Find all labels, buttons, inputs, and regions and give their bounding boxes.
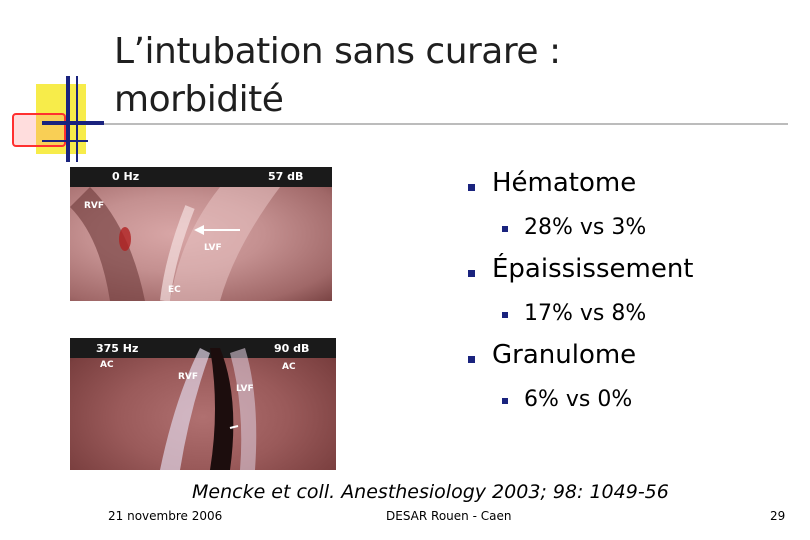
title-line-2: morbidité	[114, 79, 284, 120]
logo-vertical-bar-thin	[76, 76, 78, 162]
citation: Mencke et coll. Anesthesiology 2003; 98: 1049-56	[192, 481, 669, 503]
logo-horizontal-bar	[42, 121, 104, 125]
title-line-1: L’intubation sans curare :	[114, 31, 561, 72]
sub-bullet-marker-1	[502, 226, 508, 232]
sub-bullet-marker-2	[502, 312, 508, 318]
sub-bullet-marker-3	[502, 398, 508, 404]
freq-label-2: 375 Hz	[96, 342, 139, 355]
image1-label-ec: EC	[168, 285, 181, 295]
freq-label-1: 0 Hz	[112, 170, 140, 183]
laryngoscopy-image-2	[70, 338, 336, 470]
vocal-fold-illustration-2	[70, 338, 336, 470]
bullet-marker-3	[468, 356, 475, 363]
logo-horizontal-bar-thin	[42, 140, 88, 142]
image2-label-rvf: RVF	[178, 372, 199, 382]
bullet-epaississement: Épaississement	[492, 254, 694, 284]
footer-page-number: 29	[770, 509, 786, 523]
sub-bullet-hematome: 28% vs 3%	[524, 215, 647, 240]
slide-title	[114, 28, 754, 124]
bullet-marker-1	[468, 184, 475, 191]
bullet-granulome: Granulome	[492, 340, 637, 370]
image1-label-rvf: RVF	[84, 201, 105, 211]
footer-date: 21 novembre 2006	[108, 509, 223, 523]
image2-label-ac-left: AC	[100, 360, 114, 370]
sub-bullet-epaississement: 17% vs 8%	[524, 301, 647, 326]
laryngoscopy-image-1	[70, 167, 332, 301]
bullet-hematome: Hématome	[492, 168, 637, 198]
image1-label-lvf: LVF	[204, 243, 222, 253]
footer-center: DESAR Rouen - Caen	[386, 509, 512, 523]
db-label-2: 90 dB	[274, 342, 310, 355]
logo-vertical-bar	[66, 76, 70, 162]
db-label-1: 57 dB	[268, 170, 304, 183]
image2-label-ac-right: AC	[282, 362, 296, 372]
vocal-fold-illustration-1	[70, 167, 332, 301]
image2-label-lvf: LVF	[236, 384, 254, 394]
sub-bullet-granulome: 6% vs 0%	[524, 387, 633, 412]
bullet-marker-2	[468, 270, 475, 277]
